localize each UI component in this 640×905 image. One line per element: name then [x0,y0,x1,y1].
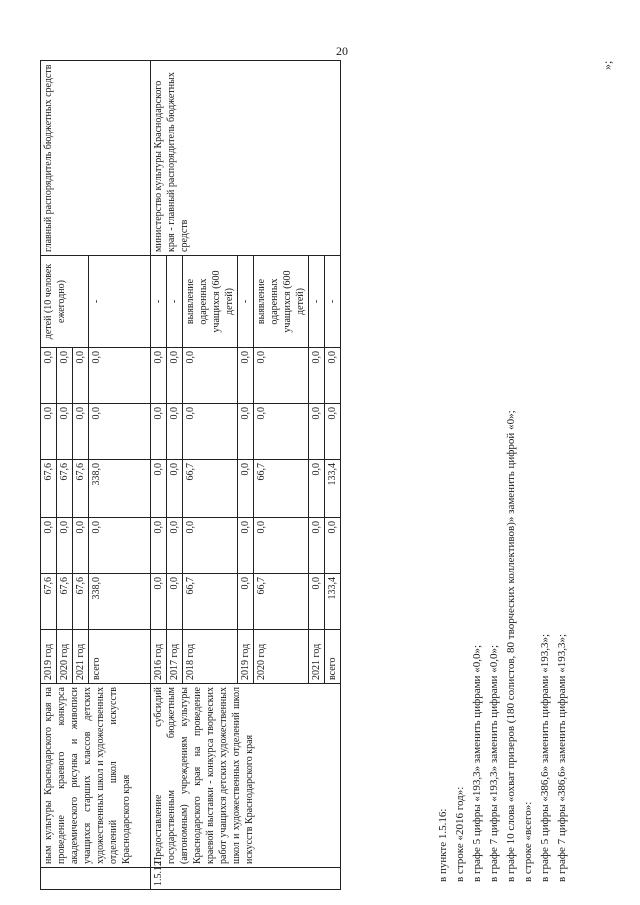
value-cell: 67,6 [41,460,57,518]
value-cell: 0,0 [183,518,238,574]
value-cell: 0,0 [238,518,254,574]
amendment-line: в графе 10 слова «охват призеров (180 солистов, 80 творческих коллективов)» заменить цифрой «0»; [505,410,517,882]
executor-cell: министерство культуры Краснодарского края - главный распорядитель бюджетных средств [151,61,341,256]
value-cell: 0,0 [183,404,238,460]
value-cell: 0,0 [309,574,325,630]
value-cell: 0,0 [183,348,238,404]
year-cell: 2020 год [57,630,73,684]
year-cell: 2017 год [167,630,183,684]
value-cell: 0,0 [167,574,183,630]
value-cell: 66,7 [254,460,309,518]
value-cell: 0,0 [309,404,325,460]
value-cell: 0,0 [254,348,309,404]
value-cell: 338,0 [89,460,151,518]
result-cell: - [309,256,325,348]
value-cell: 338,0 [89,574,151,630]
value-cell: 0,0 [254,404,309,460]
value-cell: 67,6 [73,460,89,518]
result-cell: - [238,256,254,348]
value-cell: 0,0 [73,404,89,460]
continuation-mark: »; [600,60,614,70]
value-cell: 133,4 [325,460,341,518]
year-cell: 2021 год [309,630,325,684]
value-cell: 133,4 [325,574,341,630]
result-cell: выявление одаренных учащихся (600 детей) [254,256,309,348]
amendment-line: в строке «всего»: [522,801,534,882]
year-cell: 2019 год [238,630,254,684]
value-cell: 66,7 [183,574,238,630]
value-cell: 0,0 [325,404,341,460]
value-cell: 67,6 [57,460,73,518]
amendment-line: в графе 5 цифры «386,6» заменить цифрами «193,3»; [539,634,551,882]
value-cell: 0,0 [41,348,57,404]
result-cell: - [89,256,151,348]
value-cell: 0,0 [309,518,325,574]
value-cell: 0,0 [167,348,183,404]
amendment-line: в графе 5 цифры «193,3» заменить цифрами «0,0»; [471,645,483,882]
value-cell: 0,0 [151,404,167,460]
value-cell: 0,0 [57,404,73,460]
value-cell: 0,0 [89,518,151,574]
result-cell: детей (10 человек ежегодно) [41,256,89,348]
year-cell: всего [89,630,151,684]
value-cell: 67,6 [73,574,89,630]
value-cell: 0,0 [57,518,73,574]
value-cell: 0,0 [167,404,183,460]
value-cell: 0,0 [309,460,325,518]
executor-cell: главный распорядитель бюджетных средств [41,61,151,256]
value-cell: 0,0 [238,460,254,518]
measure-description: Предоставление субсидий государственным бюджетным (автономным) учреждениям культуры Краснодарского края на проведение краевой выставки - конкурса творческих работ учащихся детских художественных школ и художественных отделений школ искусств Краснодарского края [151,684,341,868]
row-number-cell: 1.5.12 [151,868,341,890]
value-cell: 0,0 [151,574,167,630]
value-cell: 0,0 [41,518,57,574]
measure-description: ным культуры Краснодарского края на проведение краевого конкурса академического рисунка и живописи учащихся старших классов детских художественных школ и художественных отделений школ искусств Краснодарского края [41,684,151,868]
year-cell: 2020 год [254,630,309,684]
year-cell: всего [325,630,341,684]
value-cell: 0,0 [167,460,183,518]
table-row [41,61,57,890]
value-cell: 0,0 [89,404,151,460]
value-cell: 66,7 [254,574,309,630]
value-cell: 0,0 [167,518,183,574]
value-cell: 67,6 [57,574,73,630]
amendment-line: в строке «2016 год»: [454,786,466,882]
amendment-line: в графе 7 цифры «386,6» заменить цифрами «193,3»; [556,634,568,882]
value-cell: 0,0 [325,518,341,574]
value-cell: 0,0 [309,348,325,404]
value-cell: 66,7 [183,460,238,518]
value-cell: 0,0 [151,460,167,518]
year-cell: 2018 год [183,630,238,684]
value-cell: 0,0 [89,348,151,404]
value-cell: 0,0 [325,348,341,404]
amendment-text [435,82,571,882]
result-cell: - [167,256,183,348]
page-number: 20 [336,44,348,58]
value-cell: 0,0 [151,348,167,404]
value-cell: 0,0 [151,518,167,574]
value-cell: 0,0 [57,348,73,404]
amendment-line: в графе 7 цифры «193,3» заменить цифрами «0,0»; [488,645,500,882]
row-number-cell [41,868,151,890]
value-cell: 0,0 [254,518,309,574]
result-cell: - [325,256,341,348]
rotated-document-body [40,60,600,890]
value-cell: 0,0 [238,404,254,460]
amendment-line: в пункте 1.5.16: [437,808,449,882]
year-cell: 2016 год [151,630,167,684]
result-cell: выявление одаренных учащихся (600 детей) [183,256,238,348]
year-cell: 2019 год [41,630,57,684]
table-row [151,61,167,890]
value-cell: 0,0 [73,518,89,574]
value-cell: 0,0 [238,348,254,404]
result-cell: - [151,256,167,348]
value-cell: 67,6 [41,574,57,630]
value-cell: 0,0 [238,574,254,630]
program-table [40,60,341,890]
value-cell: 0,0 [41,404,57,460]
value-cell: 0,0 [73,348,89,404]
year-cell: 2021 год [73,630,89,684]
